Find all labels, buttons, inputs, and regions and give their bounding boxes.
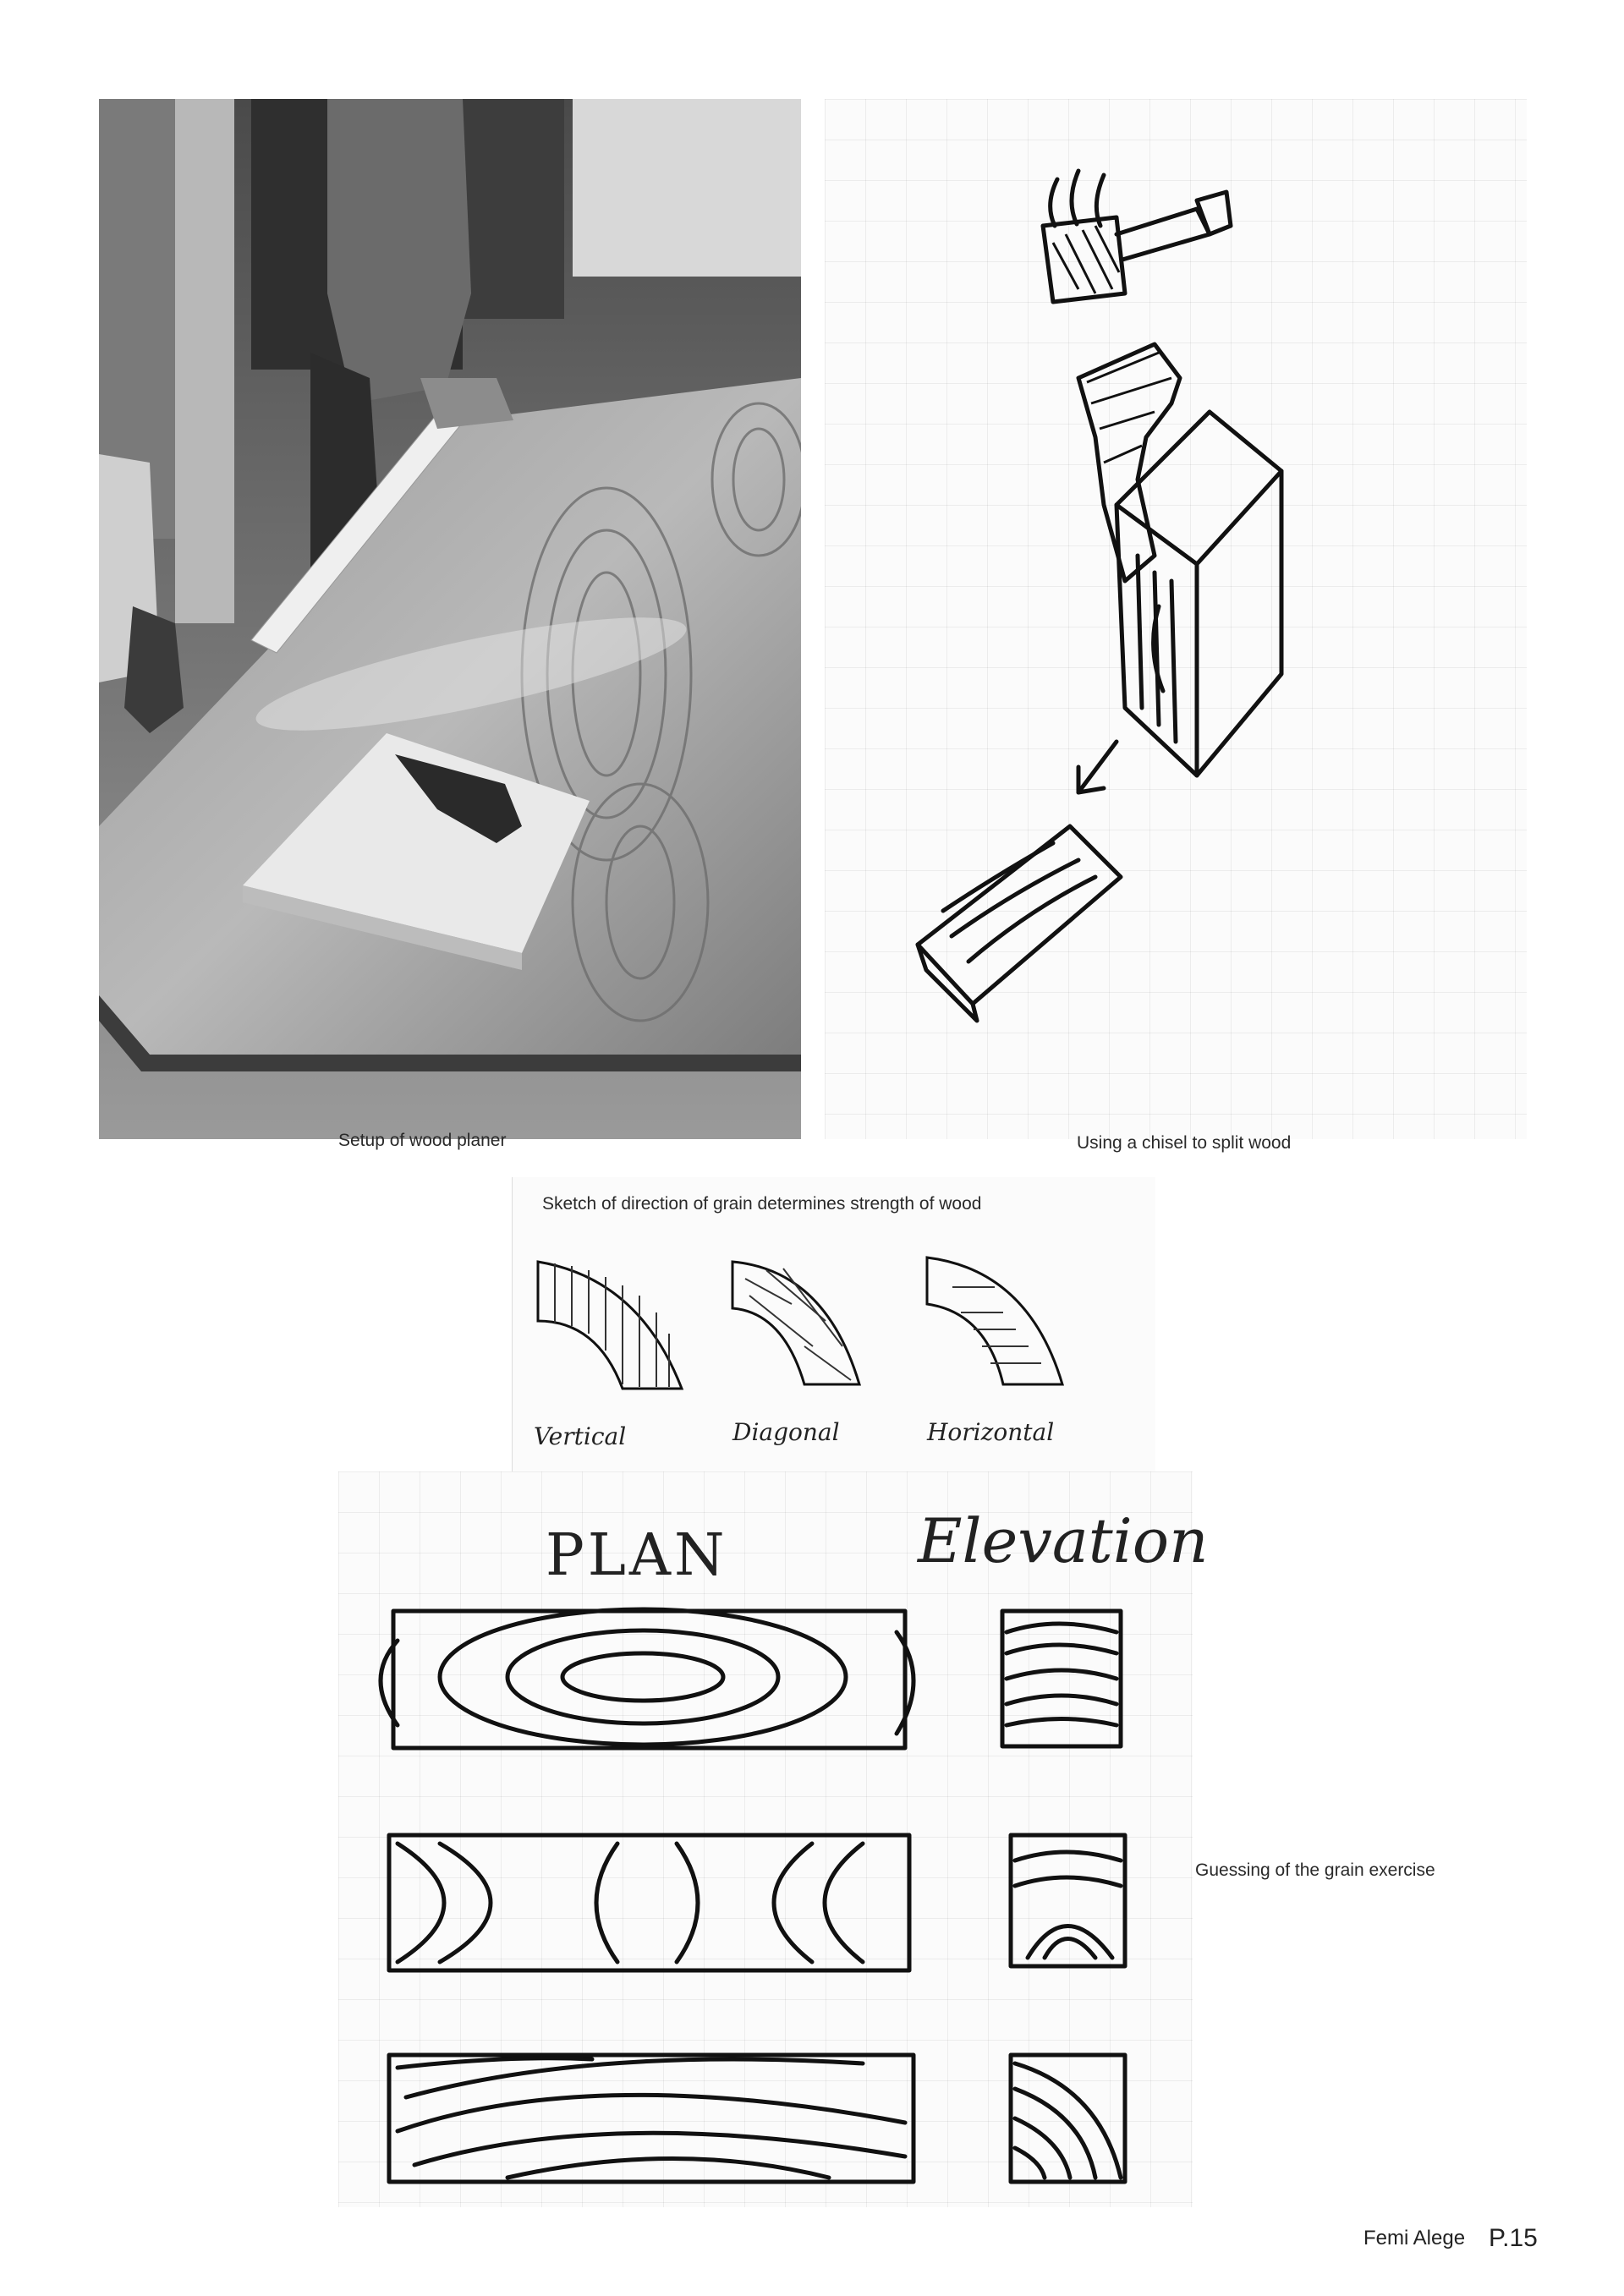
label-horizontal: Horizontal [927,1418,1055,1446]
chisel-sketch-panel [825,99,1527,1139]
elevation-label: Elevation [918,1505,1209,1576]
plan-elevation-drawing [338,1471,1193,2207]
plan-elevation-panel [338,1471,1209,2207]
page-number: P.15 [1489,2224,1538,2252]
label-vertical: Vertical [534,1422,627,1450]
grain-direction-panel [512,1177,1155,1477]
label-diagonal: Diagonal [732,1418,840,1446]
chisel-sketch-drawing [825,99,1527,1139]
author-name: Femi Alege [1363,2227,1466,2249]
caption-guessing-grain: Guessing of the grain exercise [1195,1860,1435,1880]
plan-label: PLAN [546,1522,728,1589]
caption-wood-planer: Setup of wood planer [338,1131,507,1150]
caption-grain-direction: Sketch of direction of grain determines strength of wood [542,1194,982,1214]
wood-planer-photo [99,99,801,1139]
caption-chisel: Using a chisel to split wood [1077,1133,1292,1153]
wood-planer-photo-drawing [99,99,801,1139]
